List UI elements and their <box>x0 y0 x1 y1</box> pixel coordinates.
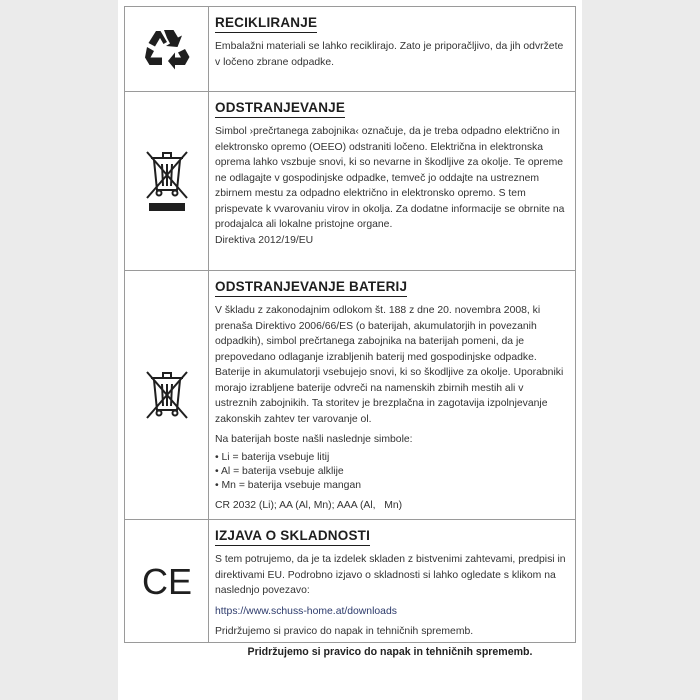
conformity-icon-cell <box>125 520 209 642</box>
battery-symbols-list <box>215 451 567 493</box>
list-item: • Al = baterija vsebuje alklije <box>215 465 567 479</box>
disposal-row <box>125 92 575 271</box>
list-item: • Mn = baterija vsebuje mangan <box>215 479 567 493</box>
ce-mark-icon <box>139 563 195 599</box>
disposal-text: Simbol ›prečrtanega zabojnika‹ označuje, da je treba odpadno električno in elektronsko opremo (OEEO) odstraniti ločeno. Električna in elektronska oprema lahko vszbuje snovi, ki so nevarne in škodljive za okolje. Te opreme ne odlagajte v gospodinjske odpadke, temveč jo oddajte na ustreznem zbirnem mestu za odpadno električno in elektronsko opremo. S tem prispevate k vvarovaniu virov in okolja. Za dodatne informacije se obrnite na prodajalca ali lokalne pristojne organe. <box>215 126 565 230</box>
battery-text: V škladu z zakonodajnim odlokom št. 188 z dne 20. novembra 2008, ki prenaša Direktivo 2006/66/ES (o baterijah, akumulatorjih in povezanih odpadkih), simbol prečrtanega zabojnika na baterijah pomeni, da je prepovedano odlaganje izrabljenih baterij med gospodinjske odpadke. Baterije in akumulatorji vsebujejo snovi, ki so škodljive za okolje. Uporabniki morajo izrabljene baterije odvreči na namenskih zbirnih mestih ali v ustreznih zabojnikih. Ta storitev je brezplačna in zagotavija izpolnjevanje zakonskih zahtev ter varovanje ol. <box>215 305 564 425</box>
list-item: • Li = baterija vsebuje litij <box>215 451 567 465</box>
disposal-text-cell <box>215 99 567 248</box>
recycling-row <box>125 7 575 92</box>
battery-heading: ODSTRANJEVANJE BATERIJ <box>215 279 407 297</box>
conformity-heading: IZJAVA O SKLADNOSTI <box>215 528 370 546</box>
battery-icon-cell <box>125 271 209 519</box>
conformity-text-cell <box>215 527 567 640</box>
disposal-icon-cell <box>125 92 209 270</box>
downloads-link[interactable]: https://www.schuss-home.at/downloads <box>215 605 397 617</box>
recycling-text-cell <box>215 14 567 70</box>
crossed-out-bin-icon <box>143 148 191 214</box>
battery-text-cell <box>215 278 567 513</box>
recycling-text: Embalažni materiali se lahko reciklirajo. Zato je priporačljivo, da jih odvržete v ločeno zbrane odpadke. <box>215 41 564 68</box>
conformity-note: Pridržujemo si pravico do napak in tehničnih sprememb. <box>215 626 474 637</box>
crossed-out-bin-icon <box>143 368 191 422</box>
battery-disposal-row <box>125 271 575 520</box>
conformity-text: S tem potrujemo, da je ta izdelek skladen z bistvenimi zahtevami, predpisi in direktivami EU. Podrobno izjavo o skladnosti si lahko ogledate s klikom na naslednjo povezavo: <box>215 554 566 596</box>
footer-note: Pridržujemo si pravico do napak in tehničnih sprememb. <box>247 646 533 658</box>
manual-page <box>118 0 582 700</box>
info-table <box>124 6 576 643</box>
battery-symbols-intro: Na baterijah boste našli naslednje simbole: <box>215 434 413 445</box>
recycle-icon <box>142 24 192 74</box>
disposal-directive: Direktiva 2012/19/EU <box>215 234 314 246</box>
conformity-row <box>125 520 575 642</box>
recycling-icon-cell <box>125 7 209 91</box>
disposal-heading: ODSTRANJEVANJE <box>215 100 345 118</box>
recycling-heading: RECIKLIRANJE <box>215 15 317 33</box>
battery-types: CR 2032 (Li); AA (Al, Mn); AAA (Al, Mn) <box>215 499 403 511</box>
ce-mark-text: CE <box>141 563 192 599</box>
